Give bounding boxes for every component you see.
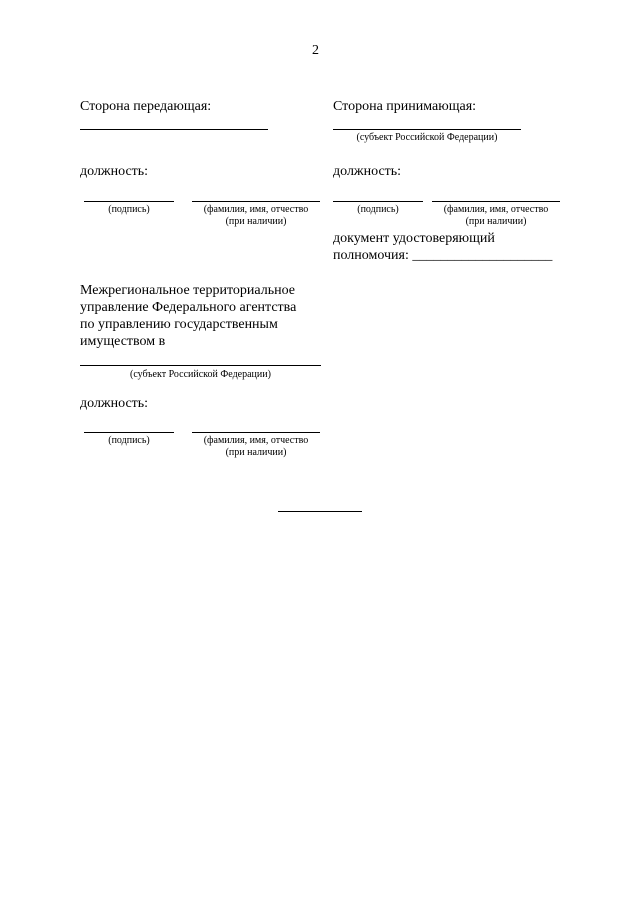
- agency-signature-caption: (подпись): [108, 435, 150, 446]
- end-separator: [278, 511, 362, 512]
- left-party-line: [80, 129, 268, 130]
- agency-subject-caption: (субъект Российской Федерации): [130, 369, 271, 380]
- agency-name: [80, 282, 325, 350]
- agency-line-4: имуществом в: [80, 334, 166, 349]
- agency-fio-caption-2: (при наличии): [225, 447, 287, 458]
- left-fio-caption-2: (при наличии): [225, 216, 287, 227]
- agency-line-2: управление Федерального агентства: [80, 300, 297, 315]
- left-signature-caption: (подпись): [108, 204, 150, 215]
- right-subject-line: [333, 129, 521, 130]
- agency-signature-line: [84, 432, 174, 433]
- right-position-label: должность:: [333, 164, 402, 179]
- right-fio-caption-1: (фамилия, имя, отчество: [443, 204, 549, 215]
- left-fio-line: [192, 201, 320, 202]
- right-signature-line: [333, 201, 423, 202]
- agency-fio-line: [192, 432, 320, 433]
- right-fio-line: [432, 201, 560, 202]
- agency-fio-caption-1: (фамилия, имя, отчество: [203, 435, 309, 446]
- left-heading: Сторона передающая:: [80, 99, 212, 114]
- right-document-line-1: документ удостоверяющий: [333, 231, 495, 246]
- right-heading: Сторона принимающая:: [333, 99, 477, 114]
- right-signature-caption: (подпись): [357, 204, 399, 215]
- page-number: 2: [312, 43, 319, 58]
- left-fio-caption-1: (фамилия, имя, отчество: [203, 204, 309, 215]
- agency-position-label: должность:: [80, 396, 149, 411]
- left-position-label: должность:: [80, 164, 149, 179]
- agency-line-3: по управлению государственным: [80, 317, 278, 332]
- right-subject-caption: (субъект Российской Федерации): [356, 132, 498, 143]
- agency-subject-line: [80, 365, 321, 366]
- left-signature-line: [84, 201, 174, 202]
- right-document-line-2: полномочия: ____________________: [333, 248, 553, 263]
- right-fio-caption-2: (при наличии): [465, 216, 527, 227]
- agency-line-1: Межрегиональное территориальное: [80, 283, 296, 298]
